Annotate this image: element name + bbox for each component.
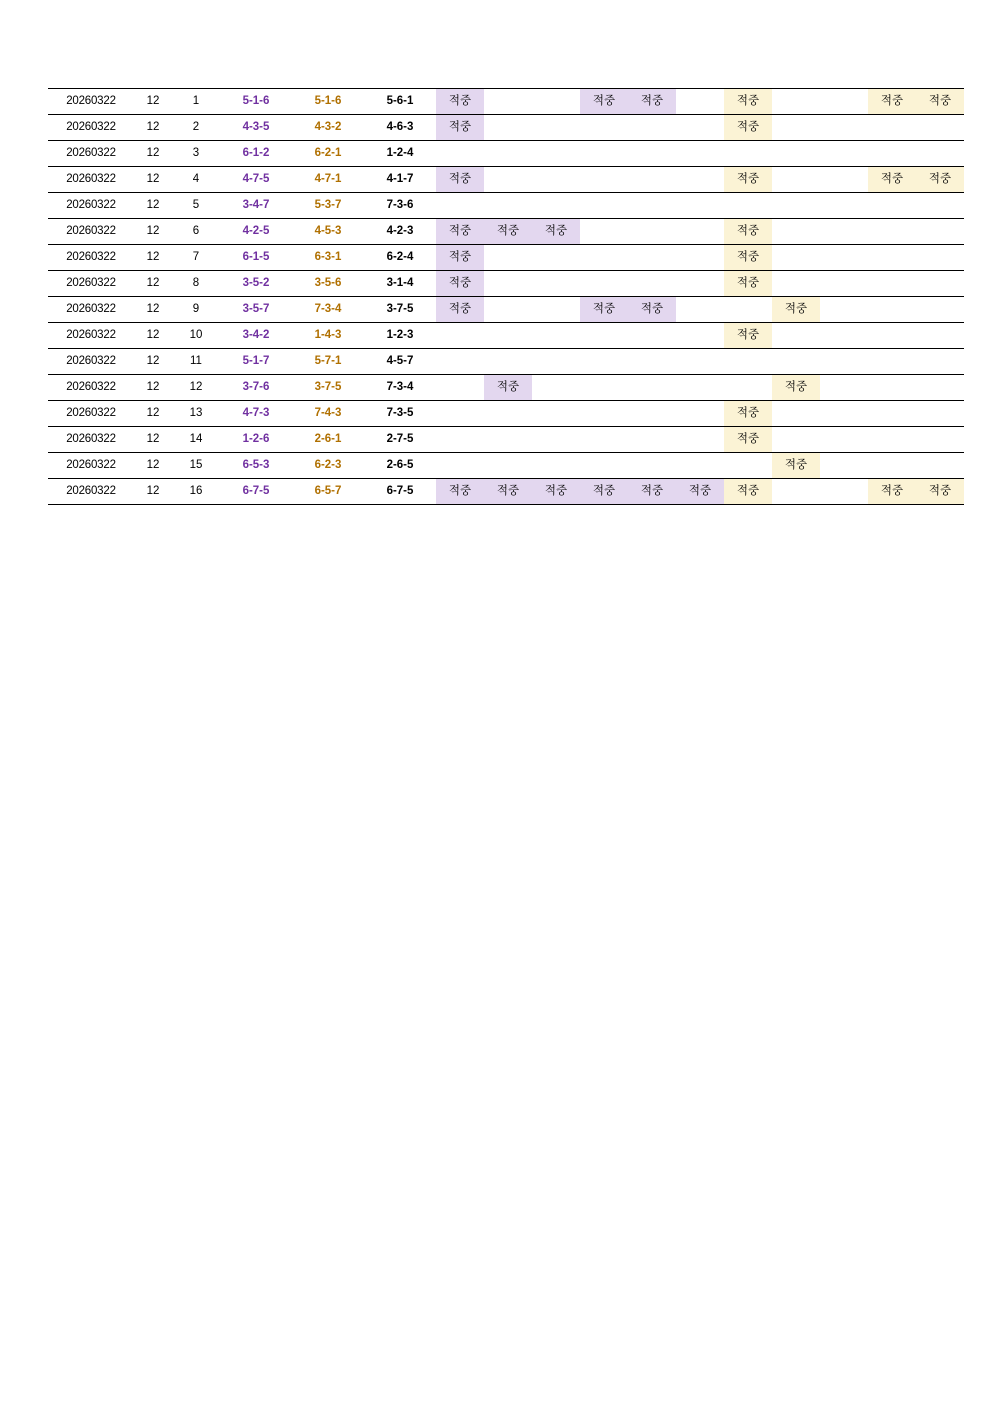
cell-round: 12	[134, 193, 172, 219]
cell-hit-empty	[820, 219, 868, 245]
cell-hit-empty	[724, 193, 772, 219]
cell-round: 12	[134, 167, 172, 193]
cell-hit-yellow: 적중	[724, 479, 772, 505]
table-row	[48, 479, 964, 505]
cell-round: 12	[134, 141, 172, 167]
cell-no: 1	[172, 89, 220, 115]
cell-hit-empty	[772, 479, 820, 505]
cell-round: 12	[134, 323, 172, 349]
cell-pick-a: 3-4-2	[220, 323, 292, 349]
cell-hit-empty	[484, 349, 532, 375]
cell-hit-empty	[580, 427, 628, 453]
cell-pick-a: 5-1-6	[220, 89, 292, 115]
cell-pick-b: 6-2-3	[292, 453, 364, 479]
cell-hit-empty	[820, 115, 868, 141]
cell-pick-b: 3-5-6	[292, 271, 364, 297]
cell-hit-empty	[820, 271, 868, 297]
cell-date: 20260322	[48, 89, 134, 115]
cell-pick-b: 2-6-1	[292, 427, 364, 453]
cell-hit-empty	[532, 141, 580, 167]
cell-hit-empty	[868, 453, 916, 479]
cell-hit-empty	[772, 89, 820, 115]
cell-hit-empty	[916, 245, 964, 271]
cell-hit-empty	[580, 115, 628, 141]
cell-no: 4	[172, 167, 220, 193]
cell-pick-b: 6-5-7	[292, 479, 364, 505]
cell-hit-empty	[676, 245, 724, 271]
cell-pick-c: 4-5-7	[364, 349, 436, 375]
cell-hit-empty	[484, 89, 532, 115]
cell-round: 12	[134, 479, 172, 505]
cell-hit-purple: 적중	[484, 219, 532, 245]
cell-hit-empty	[628, 401, 676, 427]
cell-hit-empty	[772, 349, 820, 375]
cell-hit-empty	[436, 193, 484, 219]
cell-hit-yellow: 적중	[868, 89, 916, 115]
cell-date: 20260322	[48, 323, 134, 349]
cell-pick-c: 7-3-6	[364, 193, 436, 219]
cell-hit-purple: 적중	[580, 479, 628, 505]
cell-pick-c: 4-6-3	[364, 115, 436, 141]
cell-date: 20260322	[48, 167, 134, 193]
cell-round: 12	[134, 427, 172, 453]
cell-hit-empty	[532, 401, 580, 427]
cell-date: 20260322	[48, 115, 134, 141]
cell-hit-empty	[436, 323, 484, 349]
cell-no: 16	[172, 479, 220, 505]
cell-hit-purple: 적중	[436, 89, 484, 115]
cell-hit-purple: 적중	[628, 479, 676, 505]
cell-pick-b: 4-5-3	[292, 219, 364, 245]
cell-hit-purple: 적중	[436, 167, 484, 193]
cell-hit-yellow: 적중	[916, 167, 964, 193]
cell-hit-empty	[724, 297, 772, 323]
cell-hit-empty	[484, 167, 532, 193]
cell-round: 12	[134, 297, 172, 323]
cell-hit-empty	[436, 401, 484, 427]
cell-pick-a: 4-3-5	[220, 115, 292, 141]
cell-hit-empty	[916, 193, 964, 219]
cell-hit-empty	[484, 323, 532, 349]
cell-hit-empty	[676, 323, 724, 349]
cell-no: 2	[172, 115, 220, 141]
cell-hit-purple: 적중	[676, 479, 724, 505]
cell-hit-purple: 적중	[628, 89, 676, 115]
cell-hit-empty	[484, 141, 532, 167]
cell-no: 9	[172, 297, 220, 323]
cell-hit-empty	[772, 401, 820, 427]
table-row	[48, 323, 964, 349]
cell-date: 20260322	[48, 453, 134, 479]
table-row	[48, 271, 964, 297]
cell-hit-yellow: 적중	[868, 479, 916, 505]
cell-hit-empty	[868, 115, 916, 141]
cell-hit-empty	[532, 271, 580, 297]
cell-hit-empty	[772, 323, 820, 349]
cell-pick-a: 5-1-7	[220, 349, 292, 375]
cell-hit-yellow: 적중	[868, 167, 916, 193]
cell-no: 13	[172, 401, 220, 427]
table-row	[48, 167, 964, 193]
cell-hit-purple: 적중	[436, 219, 484, 245]
cell-hit-yellow: 적중	[772, 453, 820, 479]
cell-hit-empty	[628, 141, 676, 167]
cell-hit-yellow: 적중	[724, 271, 772, 297]
cell-hit-yellow: 적중	[724, 323, 772, 349]
cell-hit-empty	[916, 375, 964, 401]
cell-hit-empty	[676, 219, 724, 245]
cell-pick-c: 7-3-5	[364, 401, 436, 427]
cell-no: 8	[172, 271, 220, 297]
cell-hit-empty	[724, 453, 772, 479]
cell-round: 12	[134, 219, 172, 245]
cell-hit-empty	[580, 323, 628, 349]
cell-pick-b: 5-1-6	[292, 89, 364, 115]
cell-hit-empty	[580, 401, 628, 427]
cell-pick-b: 5-3-7	[292, 193, 364, 219]
cell-pick-c: 1-2-3	[364, 323, 436, 349]
cell-pick-a: 4-2-5	[220, 219, 292, 245]
cell-hit-yellow: 적중	[724, 401, 772, 427]
cell-hit-empty	[820, 245, 868, 271]
cell-date: 20260322	[48, 297, 134, 323]
cell-pick-a: 4-7-3	[220, 401, 292, 427]
cell-no: 3	[172, 141, 220, 167]
cell-hit-empty	[676, 401, 724, 427]
cell-hit-purple: 적중	[580, 297, 628, 323]
cell-date: 20260322	[48, 349, 134, 375]
results-sheet	[48, 88, 952, 505]
cell-round: 12	[134, 245, 172, 271]
cell-pick-c: 6-2-4	[364, 245, 436, 271]
cell-hit-yellow: 적중	[916, 89, 964, 115]
cell-round: 12	[134, 349, 172, 375]
cell-hit-empty	[772, 167, 820, 193]
cell-pick-a: 6-1-5	[220, 245, 292, 271]
cell-hit-empty	[820, 167, 868, 193]
cell-hit-empty	[772, 245, 820, 271]
cell-hit-empty	[532, 245, 580, 271]
cell-hit-empty	[628, 427, 676, 453]
cell-hit-purple: 적중	[484, 479, 532, 505]
cell-hit-empty	[676, 115, 724, 141]
cell-pick-b: 7-4-3	[292, 401, 364, 427]
cell-pick-c: 6-7-5	[364, 479, 436, 505]
cell-date: 20260322	[48, 427, 134, 453]
cell-hit-empty	[820, 479, 868, 505]
table-row	[48, 219, 964, 245]
cell-hit-empty	[628, 193, 676, 219]
cell-pick-b: 6-3-1	[292, 245, 364, 271]
cell-hit-empty	[532, 89, 580, 115]
cell-pick-c: 3-1-4	[364, 271, 436, 297]
cell-hit-empty	[820, 297, 868, 323]
cell-no: 6	[172, 219, 220, 245]
cell-pick-a: 6-7-5	[220, 479, 292, 505]
cell-no: 11	[172, 349, 220, 375]
cell-hit-yellow: 적중	[724, 115, 772, 141]
cell-hit-purple: 적중	[436, 271, 484, 297]
cell-round: 12	[134, 271, 172, 297]
cell-hit-empty	[868, 219, 916, 245]
table-row	[48, 375, 964, 401]
cell-round: 12	[134, 375, 172, 401]
cell-hit-purple: 적중	[484, 375, 532, 401]
cell-hit-empty	[820, 349, 868, 375]
cell-hit-empty	[916, 271, 964, 297]
cell-hit-empty	[820, 453, 868, 479]
results-table-body	[48, 89, 964, 505]
cell-hit-empty	[532, 115, 580, 141]
cell-hit-empty	[580, 375, 628, 401]
cell-pick-a: 3-5-7	[220, 297, 292, 323]
cell-hit-empty	[628, 375, 676, 401]
cell-hit-empty	[916, 141, 964, 167]
cell-no: 15	[172, 453, 220, 479]
cell-hit-empty	[916, 115, 964, 141]
cell-hit-empty	[772, 427, 820, 453]
cell-round: 12	[134, 453, 172, 479]
cell-hit-empty	[820, 375, 868, 401]
cell-hit-purple: 적중	[580, 89, 628, 115]
cell-hit-empty	[868, 245, 916, 271]
cell-hit-purple: 적중	[436, 115, 484, 141]
cell-pick-b: 5-7-1	[292, 349, 364, 375]
cell-hit-empty	[628, 453, 676, 479]
cell-hit-empty	[532, 349, 580, 375]
cell-pick-a: 1-2-6	[220, 427, 292, 453]
cell-hit-empty	[868, 349, 916, 375]
cell-pick-b: 4-7-1	[292, 167, 364, 193]
cell-date: 20260322	[48, 479, 134, 505]
cell-hit-empty	[580, 193, 628, 219]
cell-hit-empty	[868, 141, 916, 167]
cell-hit-empty	[436, 141, 484, 167]
cell-no: 7	[172, 245, 220, 271]
cell-hit-yellow: 적중	[724, 219, 772, 245]
cell-hit-empty	[820, 323, 868, 349]
cell-hit-empty	[676, 427, 724, 453]
cell-hit-empty	[484, 427, 532, 453]
cell-hit-empty	[580, 141, 628, 167]
results-table	[48, 88, 964, 505]
cell-pick-a: 6-1-2	[220, 141, 292, 167]
cell-hit-purple: 적중	[628, 297, 676, 323]
cell-hit-empty	[916, 323, 964, 349]
cell-hit-yellow: 적중	[724, 245, 772, 271]
cell-hit-purple: 적중	[436, 245, 484, 271]
cell-hit-empty	[916, 349, 964, 375]
cell-hit-empty	[436, 453, 484, 479]
cell-hit-empty	[484, 115, 532, 141]
cell-hit-empty	[868, 375, 916, 401]
cell-hit-empty	[580, 349, 628, 375]
cell-hit-purple: 적중	[532, 479, 580, 505]
cell-hit-yellow: 적중	[724, 167, 772, 193]
cell-pick-c: 2-6-5	[364, 453, 436, 479]
cell-pick-a: 6-5-3	[220, 453, 292, 479]
table-row	[48, 245, 964, 271]
cell-no: 14	[172, 427, 220, 453]
table-row	[48, 115, 964, 141]
cell-round: 12	[134, 89, 172, 115]
cell-date: 20260322	[48, 401, 134, 427]
cell-hit-empty	[820, 427, 868, 453]
cell-hit-empty	[628, 245, 676, 271]
cell-hit-empty	[676, 271, 724, 297]
cell-hit-empty	[868, 271, 916, 297]
table-row	[48, 141, 964, 167]
cell-hit-empty	[916, 297, 964, 323]
table-row	[48, 401, 964, 427]
cell-hit-yellow: 적중	[772, 375, 820, 401]
cell-hit-empty	[916, 453, 964, 479]
cell-hit-empty	[676, 375, 724, 401]
cell-hit-empty	[436, 375, 484, 401]
cell-hit-empty	[628, 323, 676, 349]
cell-hit-empty	[916, 401, 964, 427]
cell-hit-empty	[484, 271, 532, 297]
cell-hit-empty	[772, 271, 820, 297]
cell-hit-empty	[868, 401, 916, 427]
cell-hit-empty	[772, 141, 820, 167]
cell-hit-empty	[628, 219, 676, 245]
cell-hit-empty	[868, 427, 916, 453]
cell-hit-empty	[532, 167, 580, 193]
cell-hit-purple: 적중	[532, 219, 580, 245]
cell-hit-empty	[532, 323, 580, 349]
cell-hit-empty	[484, 297, 532, 323]
cell-hit-empty	[724, 375, 772, 401]
cell-hit-empty	[772, 193, 820, 219]
cell-hit-empty	[484, 453, 532, 479]
cell-hit-purple: 적중	[436, 479, 484, 505]
cell-hit-empty	[580, 167, 628, 193]
cell-hit-empty	[436, 349, 484, 375]
cell-date: 20260322	[48, 193, 134, 219]
cell-hit-empty	[820, 141, 868, 167]
cell-hit-empty	[724, 349, 772, 375]
cell-pick-c: 5-6-1	[364, 89, 436, 115]
cell-hit-empty	[676, 349, 724, 375]
cell-hit-empty	[868, 297, 916, 323]
cell-pick-a: 3-5-2	[220, 271, 292, 297]
table-row	[48, 89, 964, 115]
cell-hit-empty	[484, 401, 532, 427]
cell-hit-empty	[628, 115, 676, 141]
cell-hit-empty	[820, 193, 868, 219]
cell-hit-empty	[820, 89, 868, 115]
cell-pick-c: 1-2-4	[364, 141, 436, 167]
cell-hit-empty	[580, 219, 628, 245]
cell-round: 12	[134, 401, 172, 427]
table-row	[48, 349, 964, 375]
cell-hit-empty	[532, 427, 580, 453]
cell-hit-empty	[436, 427, 484, 453]
cell-pick-c: 7-3-4	[364, 375, 436, 401]
cell-date: 20260322	[48, 375, 134, 401]
cell-hit-yellow: 적중	[724, 89, 772, 115]
cell-no: 10	[172, 323, 220, 349]
cell-hit-yellow: 적중	[724, 427, 772, 453]
cell-hit-empty	[772, 115, 820, 141]
cell-hit-empty	[676, 453, 724, 479]
cell-hit-yellow: 적중	[772, 297, 820, 323]
cell-hit-empty	[532, 453, 580, 479]
cell-hit-empty	[868, 323, 916, 349]
cell-date: 20260322	[48, 245, 134, 271]
cell-hit-empty	[916, 219, 964, 245]
cell-hit-empty	[820, 401, 868, 427]
cell-hit-empty	[676, 193, 724, 219]
cell-no: 5	[172, 193, 220, 219]
cell-pick-c: 4-1-7	[364, 167, 436, 193]
cell-hit-empty	[580, 245, 628, 271]
cell-pick-b: 6-2-1	[292, 141, 364, 167]
cell-date: 20260322	[48, 219, 134, 245]
cell-hit-empty	[916, 427, 964, 453]
cell-pick-a: 3-7-6	[220, 375, 292, 401]
cell-hit-empty	[532, 297, 580, 323]
table-row	[48, 297, 964, 323]
cell-hit-empty	[772, 219, 820, 245]
cell-hit-empty	[484, 193, 532, 219]
table-row	[48, 453, 964, 479]
cell-hit-empty	[628, 167, 676, 193]
cell-date: 20260322	[48, 271, 134, 297]
cell-pick-c: 3-7-5	[364, 297, 436, 323]
cell-hit-empty	[676, 167, 724, 193]
cell-hit-empty	[676, 297, 724, 323]
cell-no: 12	[172, 375, 220, 401]
cell-hit-empty	[580, 453, 628, 479]
cell-pick-b: 1-4-3	[292, 323, 364, 349]
cell-hit-yellow: 적중	[916, 479, 964, 505]
table-row	[48, 193, 964, 219]
cell-pick-a: 3-4-7	[220, 193, 292, 219]
cell-hit-purple: 적중	[436, 297, 484, 323]
cell-hit-empty	[484, 245, 532, 271]
cell-hit-empty	[628, 271, 676, 297]
cell-hit-empty	[628, 349, 676, 375]
cell-hit-empty	[580, 271, 628, 297]
cell-hit-empty	[676, 141, 724, 167]
cell-pick-b: 4-3-2	[292, 115, 364, 141]
cell-round: 12	[134, 115, 172, 141]
cell-hit-empty	[532, 375, 580, 401]
cell-pick-b: 3-7-5	[292, 375, 364, 401]
cell-hit-empty	[724, 141, 772, 167]
cell-hit-empty	[676, 89, 724, 115]
cell-date: 20260322	[48, 141, 134, 167]
cell-pick-c: 4-2-3	[364, 219, 436, 245]
cell-pick-c: 2-7-5	[364, 427, 436, 453]
cell-pick-b: 7-3-4	[292, 297, 364, 323]
cell-pick-a: 4-7-5	[220, 167, 292, 193]
cell-hit-empty	[532, 193, 580, 219]
cell-hit-empty	[868, 193, 916, 219]
table-row	[48, 427, 964, 453]
